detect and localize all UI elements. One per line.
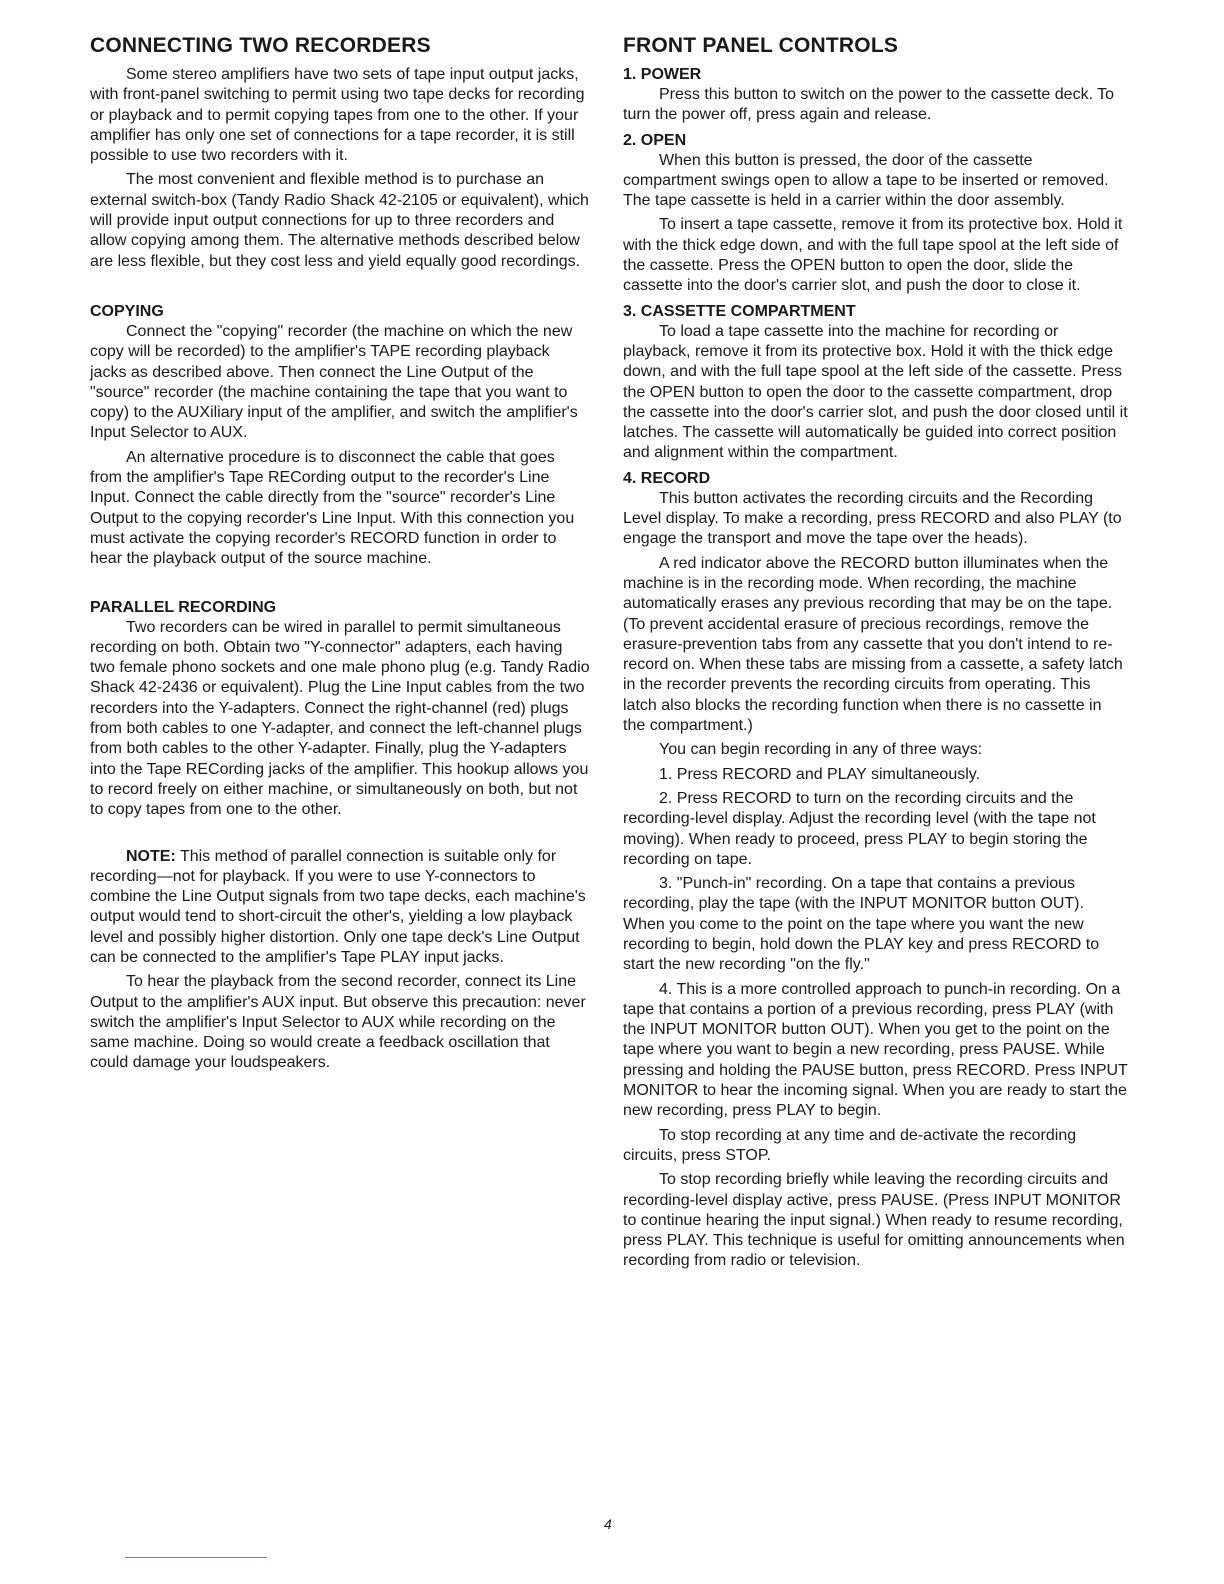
subheading-open: 2. OPEN bbox=[623, 131, 687, 149]
note-label: NOTE: bbox=[126, 847, 176, 865]
section-heading-connecting: CONNECTING TWO RECORDERS bbox=[90, 34, 431, 57]
paragraph: To hear the playback from the second recorder, connect its Line Output to the amplifier's AUX input. But observe this precaution: never switch the amplifier's Input Selector to AUX while recording on the same machine. Doing so would create a feedback oscillation that could damage your loudspeakers. bbox=[90, 973, 586, 1072]
paragraph: 3. "Punch-in" recording. On a tape that contains a previous recording, play the tape (with the INPUT MONITOR button OUT). When you come to the point on the tape where you want the new recording to begin, hold down the PLAY key and press RECORD to start the new recording "on the fly." bbox=[623, 875, 1100, 974]
footer-rule bbox=[125, 1557, 267, 1558]
paragraph: To insert a tape cassette, remove it from its protective box. Hold it with the thick edge down, and with the full tape spool at the left side of the cassette. Press the OPEN button to open the door, slide the cassette into the door's carrier slot, and push the door to close it. bbox=[623, 216, 1123, 295]
paragraph: Some stereo amplifiers have two sets of tape input output jacks, with front-panel switching to permit using two tape decks for recording or playback and to permit copying tapes from one to the other. If your amplifier has only one set of connections for a tape recorder, it is still possible to use two recorders with it. bbox=[90, 66, 585, 165]
subheading-power: 1. POWER bbox=[623, 66, 702, 83]
paragraph: This button activates the recording circuits and the Recording Level display. To make a recording, press RECORD and also PLAY (to engage the transport and move the tape over the heads). bbox=[623, 489, 1122, 548]
section-heading-front-panel: FRONT PANEL CONTROLS bbox=[623, 34, 899, 57]
paragraph: To load a tape cassette into the machine for recording or playback, remove it from its protective box. Hold it with the thick edge down, and with the full tape spool at the left side of the cassette. Press the OPEN button to open the door to the cassette compartment, drop the cassette into the door's carrier slot, and push the door closed until it latches. The cassette will automatically be guided into correct position and alignment within the compartment. bbox=[623, 322, 1128, 462]
paragraph: Press this button to switch on the power to the cassette deck. To turn the power off, press again and release. bbox=[623, 86, 1115, 124]
right-column bbox=[623, 33, 1128, 1276]
paragraph: To stop recording briefly while leaving the recording circuits and recording-level display active, press PAUSE. (Press INPUT MONITOR to continue hearing the input signal.) When ready to resume recording, press PLAY. This technique is useful for omitting announcements when recording from radio or television. bbox=[623, 1171, 1125, 1270]
section-heading-parallel-recording: PARALLEL RECORDING bbox=[90, 598, 277, 616]
left-column bbox=[90, 33, 590, 1078]
paragraph: 1. Press RECORD and PLAY simultaneously. bbox=[659, 765, 981, 783]
paragraph: Two recorders can be wired in parallel to permit simultaneous recording on both. Obtain two "Y-connector" adapters, each having two female phono sockets and one male phono plug (e.g. Tandy Radio Shack 42-2436 or equivalent). Plug the Line Input cables from the two recorders into the Y-adapters. Connect the right-channel (red) plugs from both cables to one Y-adapter, and connect the left-channel plugs from both cables to the other Y-adapter. Finally, plug the Y-adapters into the Tape RECording jacks of the amplifier. This hookup allows you to record freely on either machine, or simultaneously on both, but not to copy tapes from one to the other. bbox=[90, 618, 590, 819]
paragraph: A red indicator above the RECORD button illuminates when the machine is in the recording mode. When recording, the machine automatically erases any previous recording that may be on the tape. (To prevent accidental erasure of precious recordings, remove the erasure-prevention tabs from any cassette that you don't intend to re-record on. When these tabs are missing from a cassette, a safety latch in the recorder prevents the recording circuits from operating. This latch also blocks the recording function when there is no cassette in the compartment.) bbox=[623, 554, 1123, 735]
section-heading-copying: COPYING bbox=[90, 302, 164, 320]
note-text: This method of parallel connection is suitable only for recording—not for playback. If you were to use Y-connectors to combine the Line Output signals from two tape decks, each machine's output would tend to short-circuit the other's, yielding a low playback level and possibly higher distortion. Only one tape deck's Line Output can be connected to the amplifier's Tape PLAY input jacks. bbox=[90, 847, 586, 966]
paragraph: To stop recording at any time and de-activate the recording circuits, press STOP. bbox=[623, 1126, 1077, 1164]
note-paragraph bbox=[90, 847, 590, 969]
paragraph: The most convenient and flexible method is to purchase an external switch-box (Tandy Radio Shack 42-2105 or equivalent), which will provide input output connections for up to three recorders and allow copying among them. The alternative methods described below are less flexible, but they cost less and yield equally good recordings. bbox=[90, 171, 589, 270]
paragraph: When this button is pressed, the door of the cassette compartment swings open to allow a tape to be inserted or removed. The tape cassette is held in a carrier within the door assembly. bbox=[623, 151, 1109, 210]
page-number: 4 bbox=[604, 1516, 612, 1532]
paragraph: 4. This is a more controlled approach to punch-in recording. On a tape that contains a portion of a previous recording, press PLAY (with the INPUT MONITOR button OUT). When you get to the point on the tape where you want to begin a new recording, press PAUSE. While pressing and holding the PAUSE button, press RECORD. Press INPUT MONITOR to hear the incoming signal. When you are ready to start the new recording, press PLAY to begin. bbox=[623, 980, 1128, 1120]
paragraph: 2. Press RECORD to turn on the recording circuits and the recording-level display. Adjust the recording level (with the tape not moving). When ready to proceed, press PLAY to begin storing the recording on tape. bbox=[623, 789, 1096, 868]
subheading-cassette-compartment: 3. CASSETTE COMPARTMENT bbox=[623, 302, 856, 320]
paragraph: You can begin recording in any of three ways: bbox=[659, 741, 983, 759]
paragraph: An alternative procedure is to disconnect the cable that goes from the amplifier's Tape RECording output to the recorder's Line Input. Connect the cable directly from the "source" recorder's Line Output to the copying recorder's Line Input. With this connection you must activate the copying recorder's RECORD function in order to hear the playback output of the source machine. bbox=[90, 448, 575, 568]
subheading-record: 4. RECORD bbox=[623, 469, 711, 487]
paragraph: Connect the "copying" recorder (the machine on which the new copy will be recorded) to the amplifier's TAPE recording playback jacks as described above. Then connect the Line Output of the "source" recorder (the machine containing the tape that you want to copy) to the AUXiliary input of the amplifier, and switch the amplifier's Input Selector to AUX. bbox=[90, 322, 578, 442]
